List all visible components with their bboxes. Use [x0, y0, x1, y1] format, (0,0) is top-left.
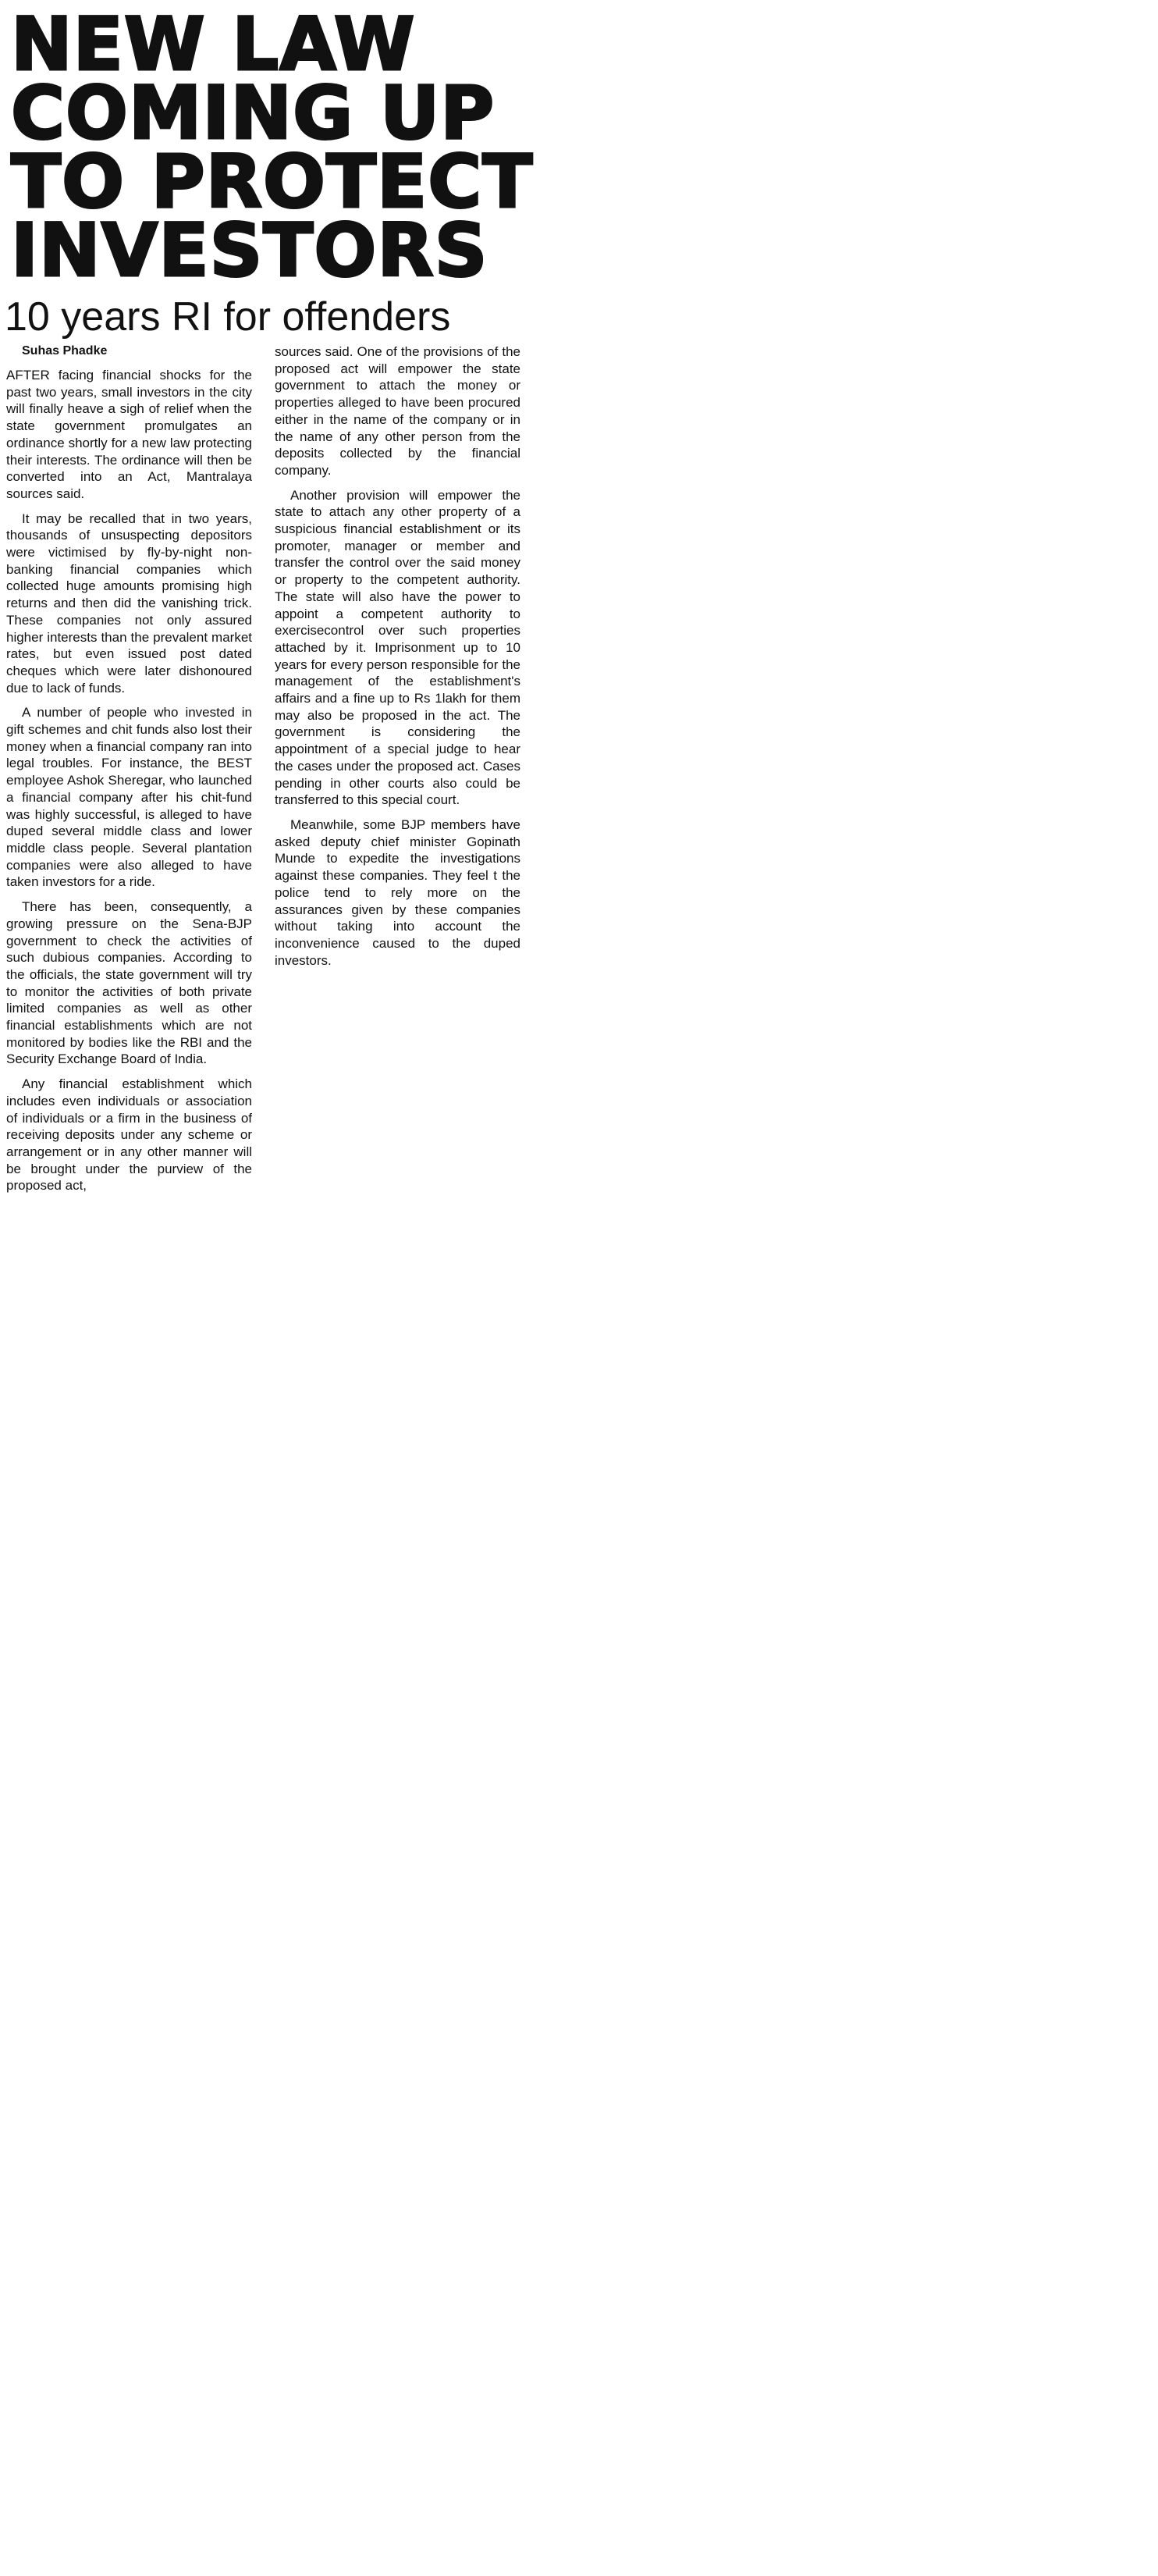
headline-line-1: NEW LAW — [11, 2, 416, 87]
paragraph: Another provision will empower the state to attach any other property of a suspicious financial establishment or its promoter, manager or member and transfer the control over the said money or property to the competent authority. The state will also have the power to appoint a competent authority to exercisecontrol over such properties attached by it. Imprisonment up to 10 years for every person responsible for the management of the establishment's affairs and a fine up to Rs 1lakh for them may also be proposed in the act. The government is considering the appointment of a special judge to hear the cases under the proposed act. Cases pending in other courts also could be transferred to this special court. — [275, 487, 520, 808]
article-column-left — [6, 343, 252, 1194]
paragraph: A number of people who invested in gift schemes and chit funds also lost their money when a financial company ran into legal troubles. For instance, the BEST employee Ashok Sheregar, who launched a financial company after his chit-fund was highly successful, is alleged to have duped several middle class and lower middle class people. Several plantation companies were also alleged to have taken investors for a ride. — [6, 705, 252, 890]
article-column-right — [275, 343, 520, 977]
paragraph: AFTER facing financial shocks for the past two years, small investors in the city will finally heave a sigh of relief when the state government promulgates an ordinance shortly for a new law protecting their interests. The ordinance will then be converted into an Act, Mantralaya sources said. — [6, 368, 252, 501]
byline: Suhas Phadke — [22, 344, 108, 358]
paragraph: sources said. One of the provisions of the proposed act will empower the state government to attach the money or properties alleged to have been procured either in the name of the company or in the name of any other person from the deposits collected by the financial company. — [275, 344, 520, 478]
newspaper-clipping — [0, 0, 546, 1194]
paragraph: Meanwhile, some BJP members have asked deputy chief minister Gopinath Munde to expedite the investigations against these companies. They feel t the police tend to rely more on the assurances given by these companies without taking into account the inconvenience caused to the duped investors. — [275, 817, 520, 968]
headline-line-4: INVESTORS — [11, 208, 488, 294]
headline — [11, 2, 534, 294]
headline-line-3: TO PROTECT — [11, 140, 534, 225]
subheadline: 10 years RI for offenders — [5, 294, 451, 340]
paragraph: There has been, consequently, a growing pressure on the Sena-BJP government to check the activities of such dubious companies. According to the officials, the state government will try to monitor the activities of both private limited companies as well as other financial establishments which are not monitored by bodies like the RBI and the Security Exchange Board of India. — [6, 899, 252, 1067]
headline-line-2: COMING UP — [11, 71, 496, 156]
paragraph: It may be recalled that in two years, thousands of unsuspecting depositors were victimised by fly-by-night non-banking financial companies which collected huge amounts promising high returns and then did the vanishing trick. These companies not only assured higher interests than the prevalent market rates, but even issued post dated cheques which were later dishonoured due to lack of funds. — [6, 511, 252, 696]
paragraph: Any financial establishment which includes even individuals or association of individuals or a firm in the business of receiving deposits under any scheme or arrangement or in any other manner will be brought under the purview of the proposed act, — [6, 1076, 252, 1194]
